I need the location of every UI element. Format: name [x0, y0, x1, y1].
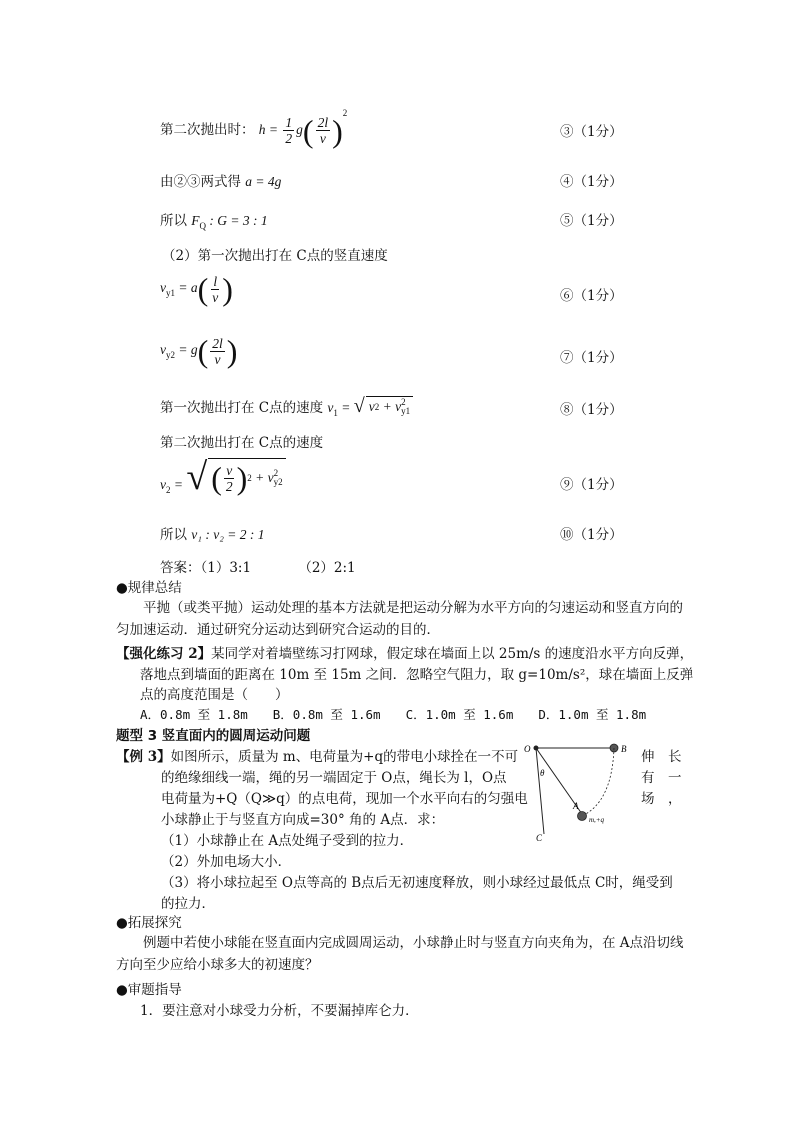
eq-line-2-text: 由②③两式得: [160, 174, 241, 190]
eq-ratio: [191, 213, 268, 231]
exercise-line-3: 点的高度范围是（ ）: [140, 687, 289, 703]
eq-vy1: [160, 273, 233, 305]
paren-right: ): [236, 460, 248, 496]
var-F: F: [191, 213, 200, 228]
eq-line-3: [160, 209, 268, 231]
example3-line-2: 的绝缘细线一端，绳的另一端固定于 O点，绳长为 l，O点: [161, 770, 507, 786]
frac-num: 1: [285, 115, 293, 131]
eq-line-1: [160, 108, 347, 147]
frac-den: 2: [285, 131, 293, 147]
explore-heading: ●拓展探究: [116, 915, 182, 931]
equals: =: [178, 280, 188, 296]
eq-line-7: [160, 396, 413, 418]
exercise-tag: 【强化练习 2】: [116, 646, 212, 662]
frac-num: 2l: [212, 335, 223, 351]
label-b: B: [621, 744, 627, 754]
eq-line-3-label: 所以: [160, 213, 187, 229]
sqrt-sign: [186, 458, 285, 496]
frac-den: 2: [225, 478, 233, 494]
var-a: a: [190, 280, 198, 296]
var-v: v: [267, 470, 274, 485]
explore-body: [116, 932, 688, 976]
fraction-v-2: [224, 463, 235, 494]
exponent: 2: [342, 108, 348, 118]
pendulum-diagram: [522, 742, 642, 842]
eq-v-ratio: v₁ : v₂ = 2 : 1: [191, 527, 265, 542]
score-mark-6: ⑥（1分）: [560, 288, 623, 304]
exercise-text-1: 某同学对着墙壁练习打网球，假定球在墙面上以 25m/s 的速度沿水平方向反弹，: [211, 646, 694, 662]
var-v: v: [368, 399, 375, 414]
example3-q3: （3）将小球拉起至 O点等高的 B点后无初速度释放，则小球经过最低点 C时，绳受到: [161, 875, 673, 891]
sub-y2: y2: [166, 350, 175, 361]
exp-2: 2: [374, 402, 380, 412]
var-v: v: [160, 280, 166, 296]
summary-text: 平抛（或类平抛）运动处理的基本方法就是把运动分解为水平方向的匀速运动和竖直方向的匀加速运动．通过研究分运动达到研究合运动的目的．: [116, 600, 683, 638]
plus: +: [382, 399, 392, 414]
explore-text: 例题中若使小球能在竖直面内完成圆周运动，小球静止时与竖直方向夹角为，在 A点沿切线方向至少应给小球多大的初速度？: [116, 935, 684, 973]
example3-q3b: 的拉力．: [161, 896, 215, 912]
sub-y1: y1: [401, 406, 411, 416]
eq-line-4: （2）第一次抛出打在 C点的竖直速度: [162, 248, 388, 264]
label-o: O: [524, 744, 531, 754]
equals: =: [178, 342, 188, 358]
var-v: v: [327, 400, 334, 415]
answer-line: 答案：（1）3:1 （2）2:1: [160, 560, 356, 576]
example3-q2: （2）外加电场大小．: [161, 854, 292, 870]
exp-2: 2: [247, 473, 252, 483]
example3-line-3: 电荷量为+Q（Q≫q）的点电荷，现加一个水平向右的匀强电: [161, 791, 528, 807]
var-v: v: [160, 342, 166, 358]
guide-item-1: 1．要注意对小球受力分析，不要漏掉库仑力．: [140, 1003, 419, 1019]
paren-left: (: [211, 460, 222, 496]
score-mark-10: ⑩（1分）: [560, 527, 623, 543]
exercise-options: A．0.8m 至 1.8m B．0.8m 至 1.6m C．1.0m 至 1.6m D．1.0m 至 1.8m: [140, 707, 647, 722]
paren-right: ): [226, 333, 238, 369]
eq-line-10: [160, 523, 265, 543]
eq-line-8: 第二次抛出打在 C点的速度: [160, 435, 324, 451]
example3-line-1: [116, 745, 518, 765]
eq-vy2: [160, 335, 237, 367]
fraction-2l-v: [210, 336, 225, 367]
score-mark-7: ⑦（1分）: [560, 350, 623, 366]
summary-body: [116, 597, 688, 641]
score-mark-8: ⑧（1分）: [560, 402, 623, 418]
eq-line-2: [160, 170, 281, 190]
score-mark-5: ⑤（1分）: [560, 213, 623, 229]
sub-Q: Q: [199, 221, 207, 231]
eq-line-1-label: 第二次抛出时：: [160, 122, 255, 138]
label-theta: θ: [540, 768, 545, 778]
vertical-line: [536, 748, 544, 834]
sub-y1: y1: [166, 288, 175, 299]
fraction-half: [283, 115, 294, 146]
sub-y2: y2: [273, 477, 283, 487]
label-mq: m,+q: [589, 816, 605, 824]
equals: =: [341, 400, 351, 415]
score-mark-3: ③（1分）: [560, 124, 623, 140]
example3-text-1: 如图所示，质量为 m、电荷量为+q的带电小球拴在一不可: [170, 749, 519, 765]
example3-q1: （1）小球静止在 A点处绳子受到的拉力．: [161, 833, 414, 849]
paren-left: (: [197, 333, 209, 369]
type3-heading: 题型 3 竖直面内的圆周运动问题: [116, 728, 311, 744]
example3-line-3b: 场 ，: [641, 791, 682, 807]
eq-v1-root: [327, 395, 413, 418]
plus: +: [255, 470, 265, 485]
exercise-line-2: 落地点到墙面的距离在 10m 至 15m 之间．忽略空气阻力，取 g=10m/s²，球在墙面上反弹: [140, 667, 694, 683]
fraction-l-v: [210, 274, 220, 305]
paren-right: ): [222, 271, 233, 307]
paren-right: ): [332, 112, 343, 149]
ratio-rest: : G = 3 : 1: [206, 213, 268, 228]
exp-2: 2: [273, 468, 279, 478]
label-c: C: [536, 833, 543, 842]
var-g: g: [190, 342, 198, 358]
frac-den: v: [212, 289, 219, 305]
var-g: g: [296, 122, 303, 137]
sub-2: 2: [166, 485, 171, 495]
ball-a: [578, 812, 587, 821]
frac-num: v: [226, 462, 233, 478]
eq-h-formula: [258, 108, 348, 149]
radicand: [208, 458, 285, 496]
example3-tag: 【例 3】: [116, 749, 171, 765]
var-h: h: [258, 122, 266, 137]
example3-line-4: 小球静止于与竖直方向成=30° 角的 A点．求：: [161, 812, 445, 828]
eq-line-10-label: 所以: [160, 527, 187, 543]
score-mark-4: ④（1分）: [560, 174, 623, 190]
guide-heading: ●审题指导: [116, 982, 182, 998]
exp-2: 2: [401, 397, 406, 407]
radical-mark: √: [186, 456, 208, 498]
label-a: A: [573, 801, 579, 811]
radicand: [366, 396, 413, 416]
exercise-line-1: [116, 642, 693, 662]
paren-left: (: [302, 112, 314, 149]
var-v: v: [395, 399, 402, 414]
eq-a-4g: a = 4g: [245, 174, 282, 189]
eq-line-7-text: 第一次抛出打在 C点的速度: [160, 400, 324, 416]
var-v: v: [160, 477, 166, 492]
summary-heading: ●规律总结: [116, 580, 182, 596]
sqrt-sign: [354, 396, 413, 416]
frac-den: v: [214, 351, 221, 367]
paren-left: (: [197, 271, 209, 307]
score-mark-9: ⑨（1分）: [560, 477, 623, 493]
frac-num: 2l: [317, 115, 329, 131]
radical-mark: √: [353, 395, 365, 417]
eq-v2-root: [160, 458, 286, 496]
frac-den: v: [319, 131, 326, 147]
sub-1: 1: [333, 408, 338, 418]
example3-line-1b: 伸 长: [641, 749, 682, 765]
example3-line-2b: 有 一: [641, 770, 682, 786]
equals: =: [268, 122, 279, 137]
equals: =: [173, 477, 183, 492]
arc-path: [582, 748, 614, 816]
fraction-2l-v: [316, 115, 331, 146]
frac-num: l: [213, 273, 218, 289]
